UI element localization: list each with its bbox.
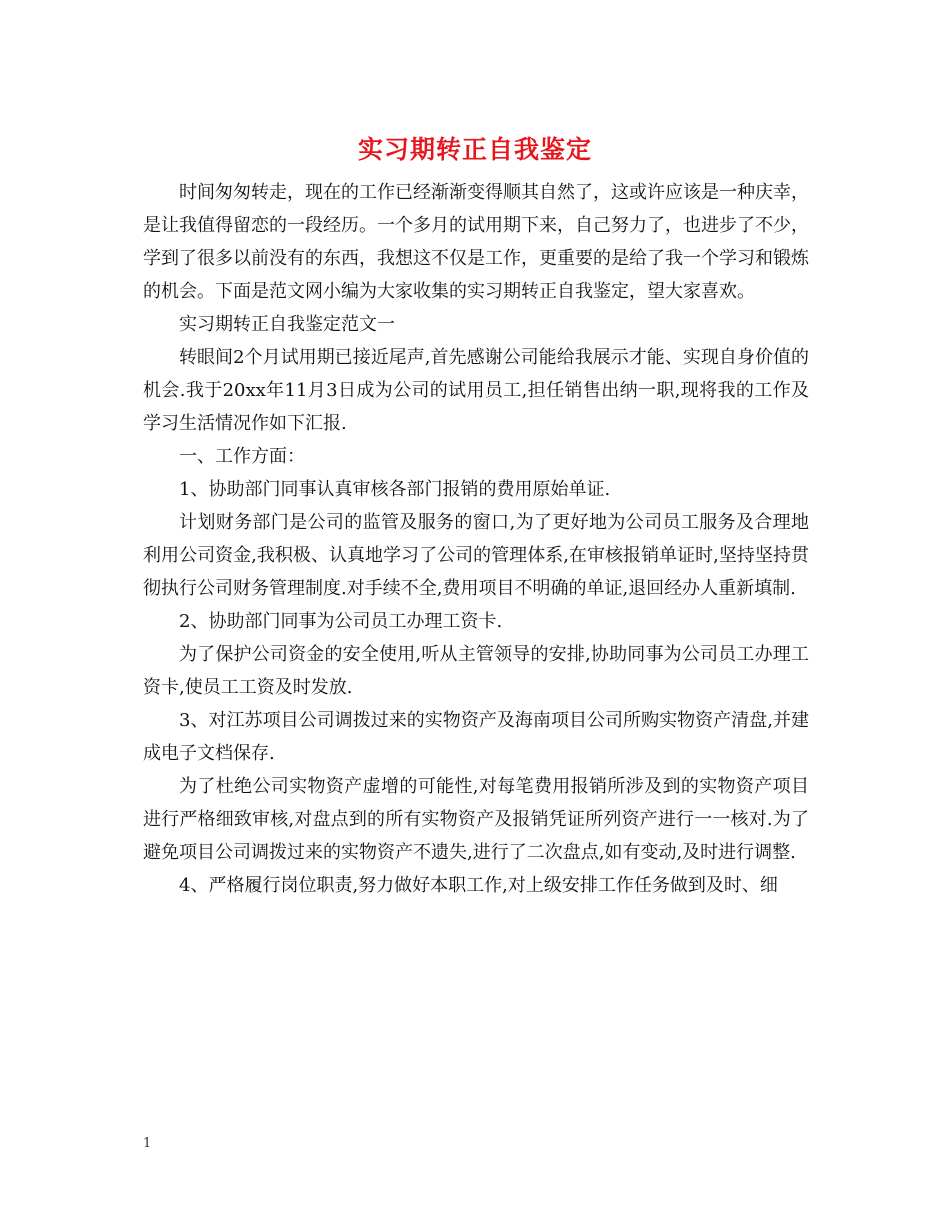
paragraph-item-2-detail: 为了保护公司资金的安全使用,听从主管领导的安排,协助同事为公司员工办理工资卡,使员工工资及时发放. [143, 644, 809, 698]
paragraph-item-4: 4、严格履行岗位职责,努力做好本职工作,对上级安排工作任务做到及时、细 [179, 875, 778, 896]
paragraph-item-1: 1、协助部门同事认真审核各部门报销的费用原始单证. [179, 479, 611, 500]
document-body [143, 176, 809, 902]
document-title: 实习期转正自我鉴定 [357, 135, 592, 164]
paragraph-opening: 转眼间2个月试用期已接近尾声,首先感谢公司能给我展示才能、实现自身价值的机会.我于20xx年11月3日成为公司的试用员工,担任销售出纳一职,现将我的工作及学习生活情况作如下汇报. [143, 347, 809, 434]
paragraph-item-3-detail: 为了杜绝公司实物资产虚增的可能性,对每笔费用报销所涉及到的实物资产项目进行严格细致审核,对盘点到的所有实物资产及报销凭证所列资产进行一一核对.为了避免项目公司调拨过来的实物资产不遗失,进行了二次盘点,如有变动,及时进行调整. [143, 776, 809, 863]
paragraph-intro: 时间匆匆转走，现在的工作已经渐渐变得顺其自然了，这或许应该是一种庆幸，是让我值得留恋的一段经历。一个多月的试用期下来，自己努力了，也进步了不少，学到了很多以前没有的东西，我想这不仅是工作，更重要的是给了我一个学习和锻炼的机会。下面是范文网小编为大家收集的实习期转正自我鉴定，望大家喜欢。 [143, 182, 809, 302]
paragraph-section-heading: 实习期转正自我鉴定范文一 [179, 314, 395, 335]
paragraph-item-2: 2、协助部门同事为公司员工办理工资卡. [179, 611, 503, 632]
paragraph-item-1-detail: 计划财务部门是公司的监管及服务的窗口,为了更好地为公司员工服务及合理地利用公司资金,我积极、认真地学习了公司的管理体系,在审核报销单证时,坚持坚持贯彻执行公司财务管理制度.对手续不全,费用项目不明确的单证,退回经办人重新填制. [143, 512, 809, 599]
paragraph-item-3: 3、对江苏项目公司调拨过来的实物资产及海南项目公司所购实物资产清盘,并建成电子文档保存. [143, 710, 809, 764]
paragraph-work-heading: 一、工作方面： [179, 446, 305, 467]
page-number: 1 [143, 1136, 152, 1151]
